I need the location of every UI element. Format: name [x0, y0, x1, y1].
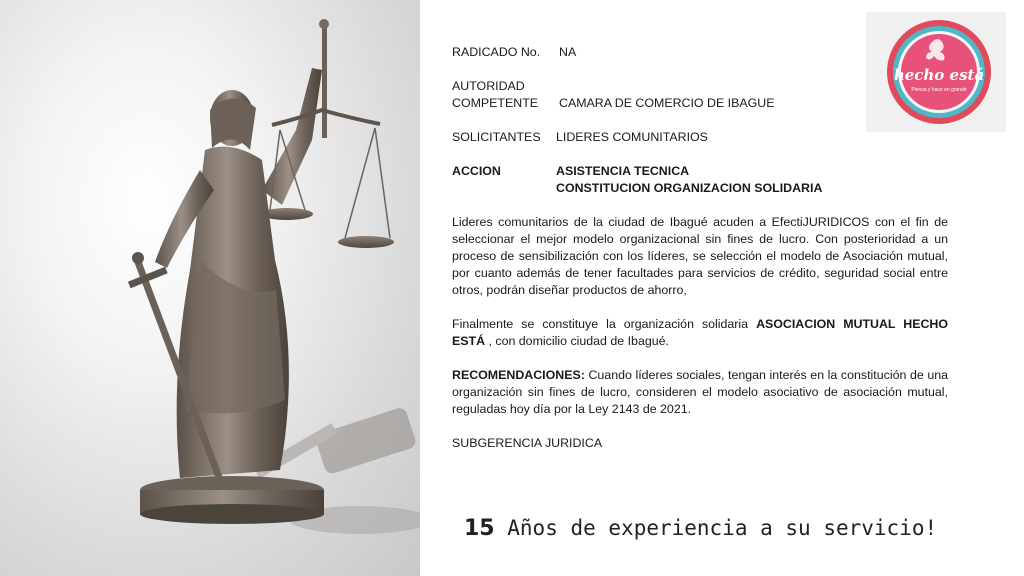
autoridad-value: CAMARA DE COMERCIO DE IBAGUE	[559, 96, 775, 110]
solicitantes-label: SOLICITANTES	[452, 130, 541, 144]
years-number: 15	[464, 516, 495, 541]
recomendaciones-text: Cuando líderes sociales, tengan interés en la constitución de una organización sin fines de lucro, consideren el modelo asociativo de asociación mutual, reguladas hoy día por la Ley 2143 de 2021.	[452, 368, 948, 416]
recomendaciones-paragraph	[452, 367, 948, 418]
lady-justice-illustration	[0, 0, 420, 576]
paragraph-2-pre: Finalmente se constituye la organización solidaria	[452, 317, 757, 331]
paragraph-1: Lideres comunitarios de la ciudad de Ibagué acuden a EfectiJURIDICOS con el fin de seleccionar el mejor modelo organizacional sin fines de lucro. Con posterioridad a un proceso de sensibilización con los líderes, se selección el modelo de Asociación mutual, por cuanto además de tener facultades para servicios de crédito, seguridad social entre otros, podrán diseñar productos de ahorro,	[452, 215, 948, 297]
autoridad-label-line-2: COMPETENTE	[452, 96, 539, 110]
paragraph-2	[452, 316, 948, 350]
recomendaciones-label: RECOMENDACIONES:	[452, 368, 585, 382]
document-content	[452, 44, 948, 452]
radicado-row	[452, 44, 948, 61]
accion-label: ACCION	[452, 164, 501, 178]
paragraph-2-post: , con domicilio ciudad de Ibagué.	[485, 334, 669, 348]
radicado-label: RADICADO No.	[452, 45, 541, 59]
tagline-text: Años de experiencia a su servicio!	[494, 516, 938, 540]
autoridad-label-line-1: AUTORIDAD	[452, 79, 525, 93]
lady-justice-image	[0, 0, 420, 576]
logo-title: hecho está	[893, 66, 985, 84]
signature: SUBGERENCIA JURIDICA	[452, 436, 603, 450]
accion-value-1: ASISTENCIA TECNICA	[556, 164, 690, 178]
radicado-value: NA	[559, 45, 577, 59]
accion-value-2: CONSTITUCION ORGANIZACION SOLIDARIA	[556, 181, 823, 195]
organization-name: ASOCIACION MUTUAL HECHO ESTÁ	[452, 317, 948, 348]
solicitantes-value: LIDERES COMUNITARIOS	[556, 130, 708, 144]
solicitantes-row	[452, 129, 948, 146]
accion-row-2	[452, 180, 948, 197]
experience-tagline	[464, 516, 937, 541]
autoridad-row	[452, 95, 948, 112]
logo-tagline: Piensa y hace en grande	[911, 87, 967, 93]
accion-row	[452, 163, 948, 180]
